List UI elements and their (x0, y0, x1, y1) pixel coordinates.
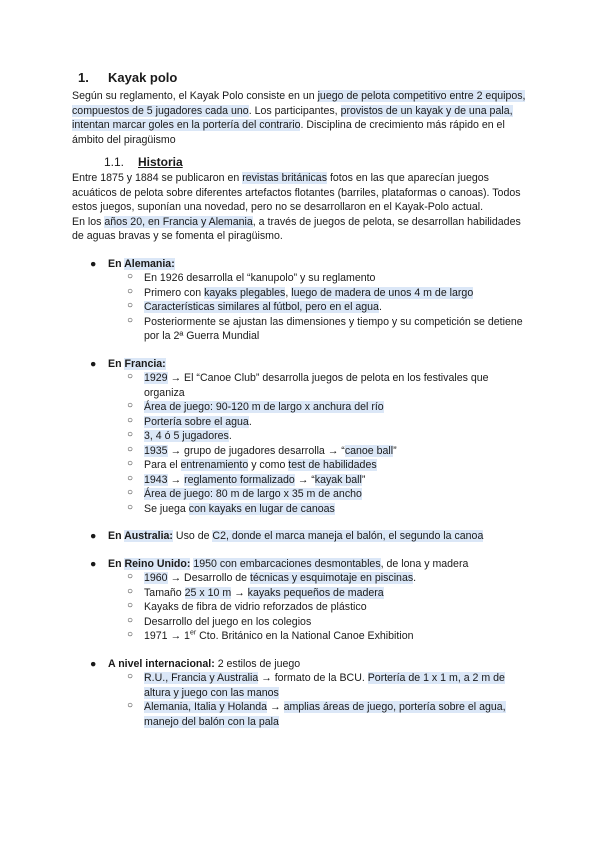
bullet-icon: ● (90, 257, 97, 270)
sub-list-item (108, 286, 532, 301)
text-run: En (108, 530, 125, 542)
section-title: Kayak polo (108, 70, 178, 85)
highlighted-text: Portería de 1 x 1 m, a 2 m de altura y juego con las manos (144, 672, 505, 699)
text-run: → formato de la BCU. (258, 672, 368, 684)
highlighted-text: Portería sobre el agua (144, 415, 249, 428)
text-run: ” (361, 473, 366, 486)
list-item (72, 529, 532, 544)
sub-list-item (108, 458, 532, 473)
text-run: . (228, 430, 232, 442)
sub-list (108, 671, 532, 729)
sub-list-item (108, 629, 532, 644)
circle-bullet-icon: ○ (127, 629, 134, 640)
text-run: Según su reglamento, el Kayak Polo consiste en un (72, 90, 318, 102)
country-list (72, 257, 532, 730)
highlighted-text: amplias áreas de juego, portería sobre el agua, manejo del balón con la pala (144, 701, 506, 728)
text-run: fotos en las que aparecían juegos acuáticos de pelota sobre diferentes artefactos flotantes (barriles, plataformas o canoas). Todos estos juegos, suponían una novedad, pero no se desarrollaron en el Kayak-Polo actual. (72, 172, 521, 213)
highlighted-text: entrenamiento (180, 459, 249, 471)
text-run: → grupo de jugadores desarrolla → “ (167, 444, 345, 457)
text-run: Se juega (144, 502, 189, 515)
text-run: → (231, 586, 248, 599)
list-item-label (108, 557, 532, 572)
highlighted-text: Área de juego: 80 m de largo x 35 m de ancho (144, 488, 362, 500)
list-item-label (108, 529, 532, 544)
circle-bullet-icon: ○ (127, 600, 134, 611)
subsection-heading (104, 155, 532, 170)
sub-list-item (108, 371, 532, 400)
highlighted-text: Alemania, Italia y Holanda (144, 701, 268, 713)
text-run: . Disciplina de crecimiento más rápido en el ámbito del piragüismo (72, 119, 505, 146)
sub-list-item (108, 487, 532, 502)
circle-bullet-icon: ○ (127, 314, 134, 326)
text-run: Posteriormente se ajustan las dimensiones y tiempo y su competición se detiene por la 2ª Guerra Mundial (144, 315, 523, 342)
text-run: En (108, 557, 125, 570)
highlighted-text: 1943 (144, 473, 168, 486)
sub-list-item (108, 615, 532, 630)
highlighted-text: con kayaks en lugar de canoas (188, 502, 335, 515)
history-paragraph (72, 171, 532, 215)
text-run: → (167, 473, 185, 486)
text-run: A nivel internacional: (108, 657, 215, 670)
highlighted-text: revistas británicas (242, 172, 327, 184)
circle-bullet-icon: ○ (127, 285, 134, 297)
text-run: En (108, 257, 125, 270)
text-run: Para el (144, 459, 181, 471)
highlighted-text: canoe ball (344, 444, 394, 457)
text-run: Entre 1875 y 1884 se publicaron en (72, 172, 243, 184)
list-item-label (108, 257, 532, 272)
text-run: , de lona y madera (380, 557, 469, 570)
sub-list-item (108, 502, 532, 517)
list-item-label (108, 657, 532, 672)
text-run: Tamaño (144, 586, 185, 599)
text-run: 1971 → 1 (144, 630, 190, 642)
text-run: En 1926 desarrolla el “kanupolo” y su reglamento (144, 272, 376, 284)
text-run: . (248, 415, 252, 428)
text-run: . (378, 301, 382, 313)
sub-list-item (108, 473, 532, 488)
text-run: → El “Canoe Club” desarrolla juegos de pelota en los festivales que organiza (144, 372, 489, 399)
list-item (72, 557, 532, 644)
text-run: Desarrollo del juego en los colegios (144, 615, 312, 628)
text-run: → “ (294, 473, 315, 486)
highlighted-text: kayaks pequeños de madera (247, 586, 384, 599)
circle-bullet-icon: ○ (127, 614, 134, 626)
circle-bullet-icon: ○ (127, 371, 134, 382)
text-run: , a través de juegos de pelota, se desarrollan habilidades de aguas bravas y se fomenta el piragüismo. (72, 215, 521, 242)
section-heading (78, 70, 532, 86)
sub-list-item (108, 700, 532, 729)
sub-list-item (108, 315, 532, 344)
highlighted-text: Australia: (124, 530, 173, 542)
text-run: → (267, 701, 284, 713)
highlighted-text: Características similares al fútbol, pero en el agua (144, 301, 379, 313)
circle-bullet-icon: ○ (127, 443, 134, 455)
highlighted-text: 25 x 10 m (184, 586, 232, 599)
circle-bullet-icon: ○ (127, 671, 134, 682)
highlighted-text: Área de juego: 90-120 m de largo x anchura del río (144, 401, 384, 413)
text-run: . Los participantes, (248, 104, 341, 117)
sub-list-item (108, 429, 532, 444)
text-run: En (108, 357, 125, 370)
circle-bullet-icon: ○ (127, 700, 134, 711)
document-page (72, 70, 532, 729)
subsection-title: Historia (138, 155, 183, 169)
circle-bullet-icon: ○ (127, 300, 134, 311)
intro-paragraph (72, 89, 532, 147)
text-run: Uso de (172, 530, 213, 542)
highlighted-text: 3, 4 ó 5 jugadores (144, 430, 229, 442)
text-run: y como (248, 459, 289, 471)
section-number: 1. (78, 70, 89, 85)
sub-list-item (108, 571, 532, 586)
highlighted-text: Francia: (124, 357, 166, 370)
text-run: er (189, 629, 197, 637)
bullet-icon: ● (90, 657, 97, 670)
highlighted-text: 1929 (144, 372, 168, 384)
circle-bullet-icon: ○ (127, 585, 134, 597)
highlighted-text: test de habilidades (288, 459, 377, 471)
text-run: , (285, 286, 292, 299)
sub-list-item (108, 444, 532, 459)
list-item (72, 257, 532, 344)
highlighted-text: juego de pelota competitivo entre 2 equipos, compuestos de 5 jugadores cada uno (72, 90, 526, 117)
sub-list-item (108, 671, 532, 700)
highlighted-text: Reino Unido: (124, 557, 191, 570)
list-item (72, 657, 532, 730)
sub-list (108, 271, 532, 344)
list-item (72, 357, 532, 517)
circle-bullet-icon: ○ (127, 400, 134, 411)
bullet-icon: ● (90, 557, 97, 570)
highlighted-text: C2, donde el marca maneja el balón, el segundo la canoa (212, 530, 484, 542)
text-run: Kayaks de fibra de vidrio reforzados de plástico (144, 601, 367, 613)
text-run: Primero con (144, 286, 205, 299)
sub-list-item (108, 271, 532, 286)
highlighted-text: kayaks plegables (204, 286, 286, 299)
highlighted-text: R.U., Francia y Australia (144, 672, 259, 684)
highlighted-text: 1950 con embarcaciones desmontables (193, 557, 381, 570)
highlighted-text: 1935 (144, 444, 168, 457)
text-run: . (413, 572, 417, 584)
sub-list-item (108, 400, 532, 415)
sub-list (108, 571, 532, 644)
sub-list-item (108, 586, 532, 601)
circle-bullet-icon: ○ (127, 458, 134, 469)
highlighted-text: kayak ball (314, 473, 362, 486)
bullet-icon: ● (90, 357, 97, 370)
highlighted-text: reglamento formalizado (184, 473, 295, 486)
highlighted-text: luego de madera de unos 4 m de largo (291, 286, 474, 299)
circle-bullet-icon: ○ (127, 414, 134, 426)
sub-list (108, 371, 532, 516)
sub-list-item (108, 415, 532, 430)
text-run: ” (393, 444, 397, 457)
text-run: 2 estilos de juego (214, 657, 301, 670)
highlighted-text: años 20, en Francia y Alemania (104, 215, 253, 228)
history-text (72, 171, 532, 244)
circle-bullet-icon: ○ (127, 472, 134, 484)
circle-bullet-icon: ○ (127, 487, 134, 498)
circle-bullet-icon: ○ (127, 271, 134, 282)
text-run: Cto. Británico en la National Canoe Exhibition (196, 630, 414, 642)
circle-bullet-icon: ○ (127, 501, 134, 513)
highlighted-text: provistos de un kayak y de una pala, intentan marcar goles en la portería del contrario (72, 104, 513, 131)
highlighted-text: 1960 (144, 572, 168, 584)
text-run: En los (72, 215, 105, 228)
text-run: → Desarrollo de (167, 572, 251, 584)
sub-list-item (108, 300, 532, 315)
highlighted-text: técnicas y esquimotaje en piscinas (250, 572, 414, 584)
history-paragraph (72, 215, 532, 244)
list-item-label (108, 357, 532, 372)
highlighted-text: Alemania: (124, 257, 175, 270)
subsection-number: 1.1. (104, 155, 125, 169)
sub-list-item (108, 600, 532, 615)
circle-bullet-icon: ○ (127, 429, 134, 440)
circle-bullet-icon: ○ (127, 571, 134, 582)
bullet-icon: ● (90, 530, 97, 542)
